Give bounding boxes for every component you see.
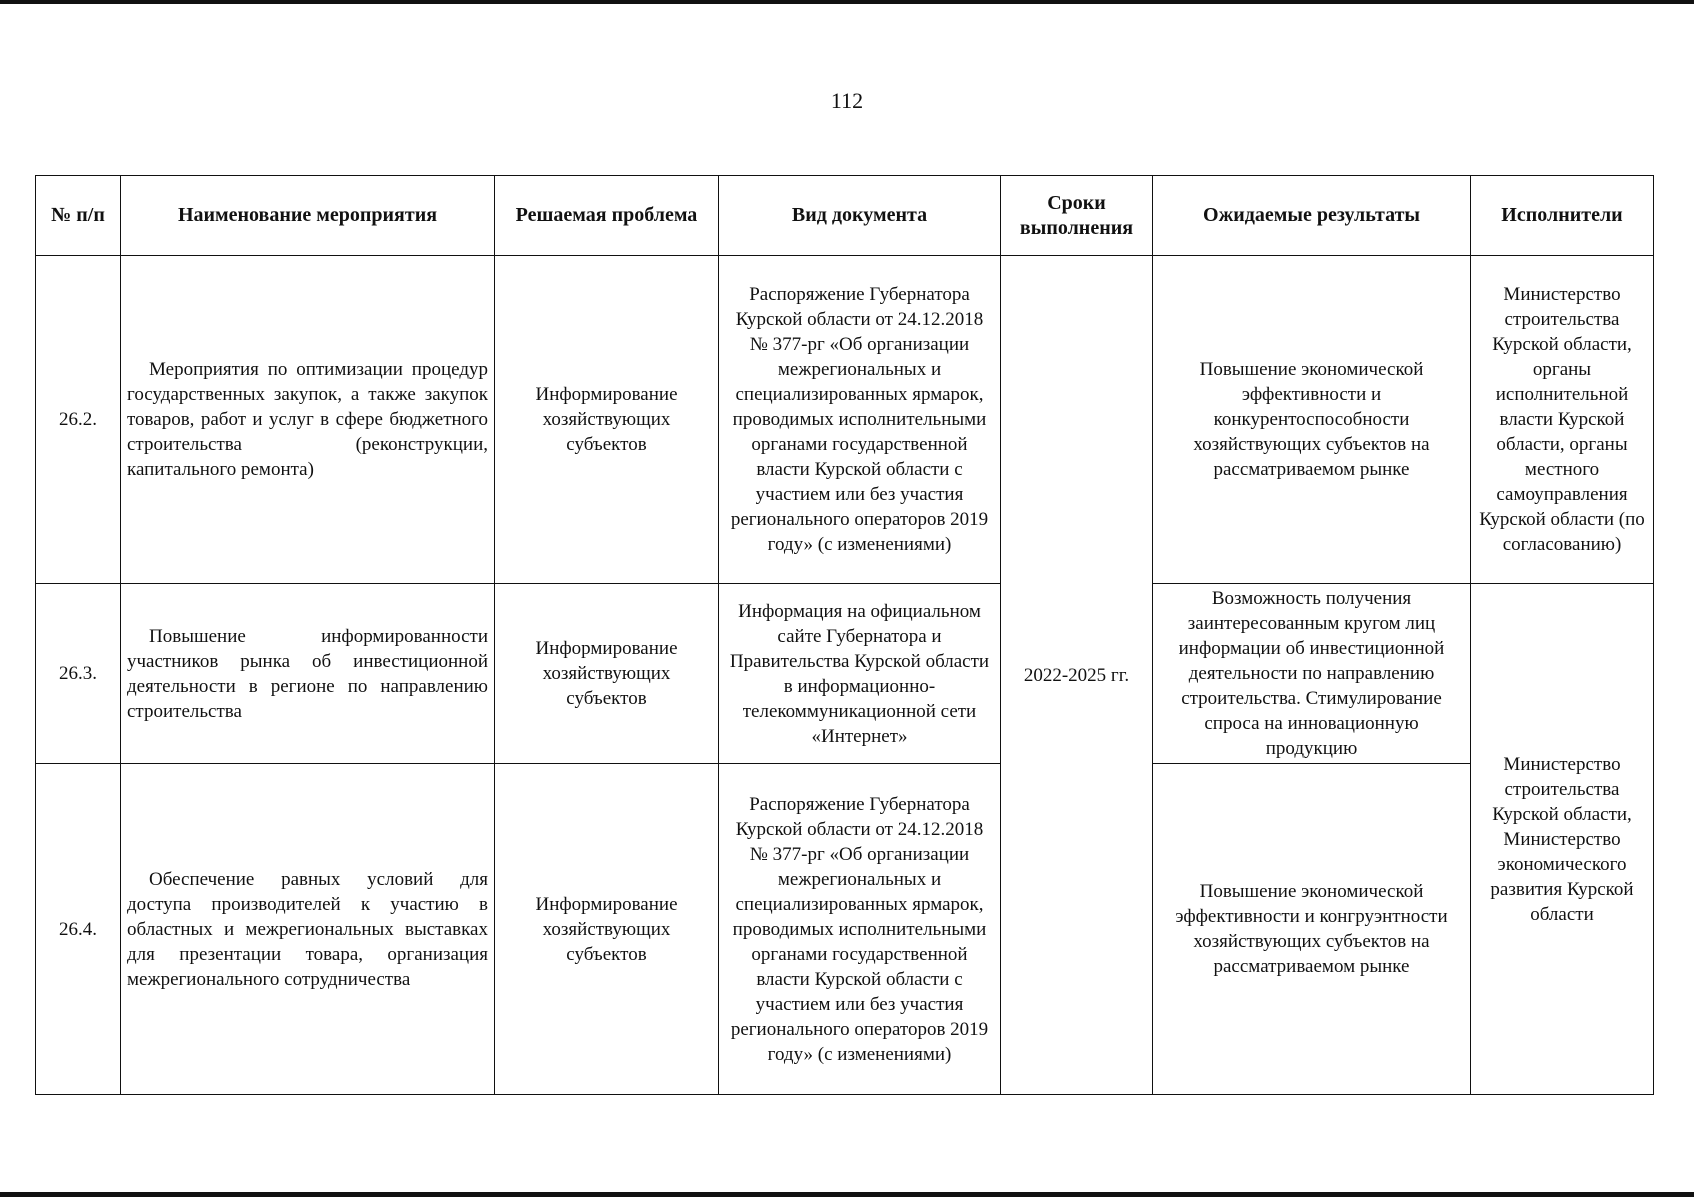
header-result: Ожидаемые результаты [1153, 176, 1471, 256]
row-result: Возможность получения заинтересованным кругом лиц информации об инвестиционной деятельности по направлению строительства. Стимулирование спроса на инновационную продукцию [1153, 584, 1471, 764]
row-num: 26.4. [36, 764, 121, 1095]
table-header-row [36, 176, 1654, 256]
page-bottom-border [0, 1192, 1694, 1197]
deadline-cell: 2022-2025 гг. [1001, 256, 1153, 1095]
row-doc: Распоряжение Губернатора Курской области от 24.12.2018 № 377-рг «Об организации межрегиональных и специализированных ярмарок, проводимых исполнительными органами государственной власти Курской области с участием или без участия регионального операторов 2019 году» (с изменениями) [719, 256, 1001, 584]
row-num: 26.3. [36, 584, 121, 764]
measures-table [35, 175, 1654, 1095]
page-number: 112 [830, 88, 864, 113]
header-executors: Исполнители [1471, 176, 1654, 256]
row-problem: Информирование хозяйствующих субъектов [495, 764, 719, 1095]
row-num: 26.2. [36, 256, 121, 584]
header-num: № п/п [36, 176, 121, 256]
table-row [36, 764, 1654, 1095]
row-executors: Министерство строительства Курской области, органы исполнительной власти Курской области, органы местного самоуправления Курской области (по согласованию) [1471, 256, 1654, 584]
table-row [36, 256, 1654, 584]
row-name: Обеспечение равных условий для доступа производителей к участию в областных и межрегиональных выставках для презентации товара, организация межрегионального сотрудничества [121, 764, 495, 1095]
row-doc: Информация на официальном сайте Губернатора и Правительства Курской области в информационно-телекоммуникационной сети «Интернет» [719, 584, 1001, 764]
executors-shared-cell: Министерство строительства Курской области, Министерство экономического развития Курской области [1471, 584, 1654, 1095]
header-doc: Вид документа [719, 176, 1001, 256]
row-result: Повышение экономической эффективности и конгруэнтности хозяйствующих субъектов на рассматриваемом рынке [1153, 764, 1471, 1095]
header-deadline: Сроки выполнения [1001, 176, 1153, 256]
row-doc: Распоряжение Губернатора Курской области от 24.12.2018 № 377-рг «Об организации межрегиональных и специализированных ярмарок, проводимых исполнительными органами государственной власти Курской области с участием или без участия регионального операторов 2019 году» (с изменениями) [719, 764, 1001, 1095]
row-result: Повышение экономической эффективности и конкурентоспособности хозяйствующих субъектов на рассматриваемом рынке [1153, 256, 1471, 584]
row-problem: Информирование хозяйствующих субъектов [495, 584, 719, 764]
table-row [36, 584, 1654, 764]
row-problem: Информирование хозяйствующих субъектов [495, 256, 719, 584]
page-top-border [0, 0, 1694, 4]
header-problem: Решаемая проблема [495, 176, 719, 256]
row-name: Повышение информированности участников рынка об инвестиционной деятельности в регионе по направлению строительства [121, 584, 495, 764]
header-name: Наименование мероприятия [121, 176, 495, 256]
row-name: Мероприятия по оптимизации процедур государственных закупок, а также закупок товаров, работ и услуг в сфере бюджетного строительства (реконструкции, капитального ремонта) [121, 256, 495, 584]
